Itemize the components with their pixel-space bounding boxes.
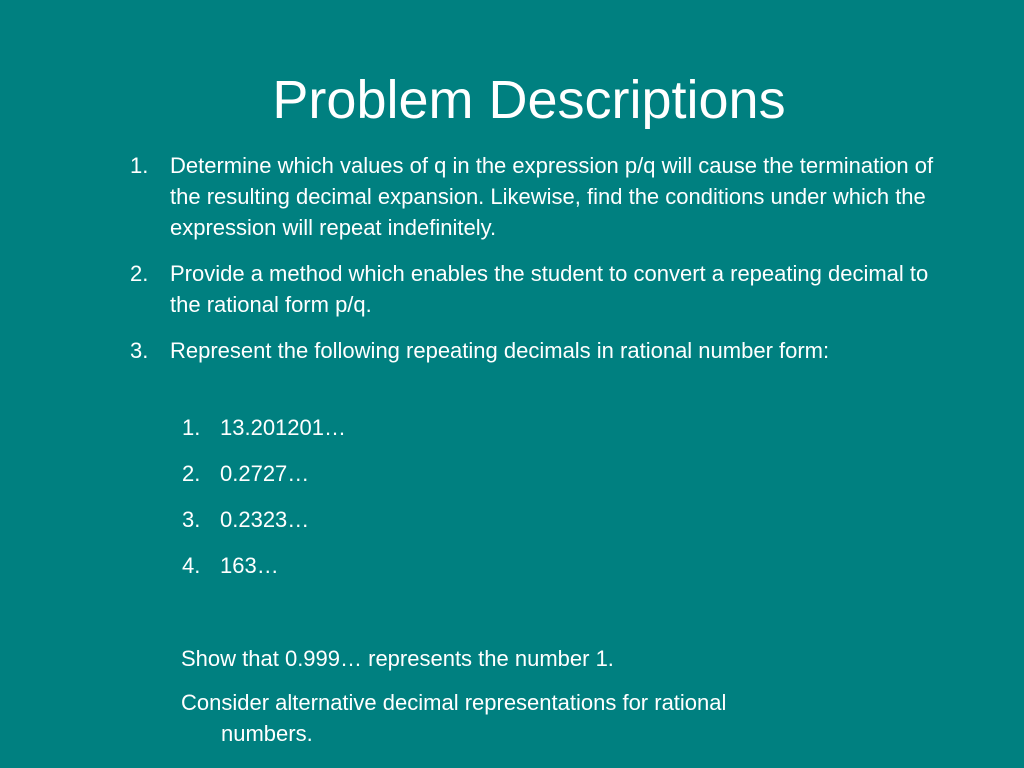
subitem-text: 163…: [220, 553, 279, 578]
slide-title: Problem Descriptions: [272, 70, 786, 130]
problem-text: Represent the following repeating decimals in rational number form:: [170, 338, 830, 363]
note-paragraph: [181, 643, 861, 674]
note-text: Consider alternative decimal representations for rational: [181, 690, 727, 715]
problem-number: 1.: [130, 153, 149, 178]
subitem-text: 0.2323…: [220, 507, 310, 532]
note-text: Show that 0.999… represents the number 1.: [181, 646, 614, 671]
problem-number: 3.: [130, 338, 149, 363]
problem-item: [130, 150, 950, 243]
problem-text: Determine which values of q in the expression p/q will cause the termination of the resulting decimal expansion. Likewise, find the conditions under which the expression will repeat indefinitely.: [170, 153, 934, 240]
subitem: [182, 550, 582, 581]
problem-text: Provide a method which enables the student to convert a repeating decimal to the rational form p/q.: [170, 261, 929, 317]
subitem-text: 13.201201…: [220, 415, 346, 440]
subitem-number: 1.: [182, 415, 201, 440]
note-paragraph: [181, 687, 861, 749]
subitem-number: 3.: [182, 507, 201, 532]
subitem-number: 4.: [182, 553, 201, 578]
problem-item: [130, 335, 950, 397]
subitem-text: 0.2727…: [220, 461, 310, 486]
subitem: [182, 504, 582, 535]
problem-item: [130, 258, 950, 320]
problem-number: 2.: [130, 261, 149, 286]
subitem: [182, 412, 582, 443]
subitem: [182, 458, 582, 489]
subitem-number: 2.: [182, 461, 201, 486]
note-text-continued: numbers.: [221, 721, 313, 746]
